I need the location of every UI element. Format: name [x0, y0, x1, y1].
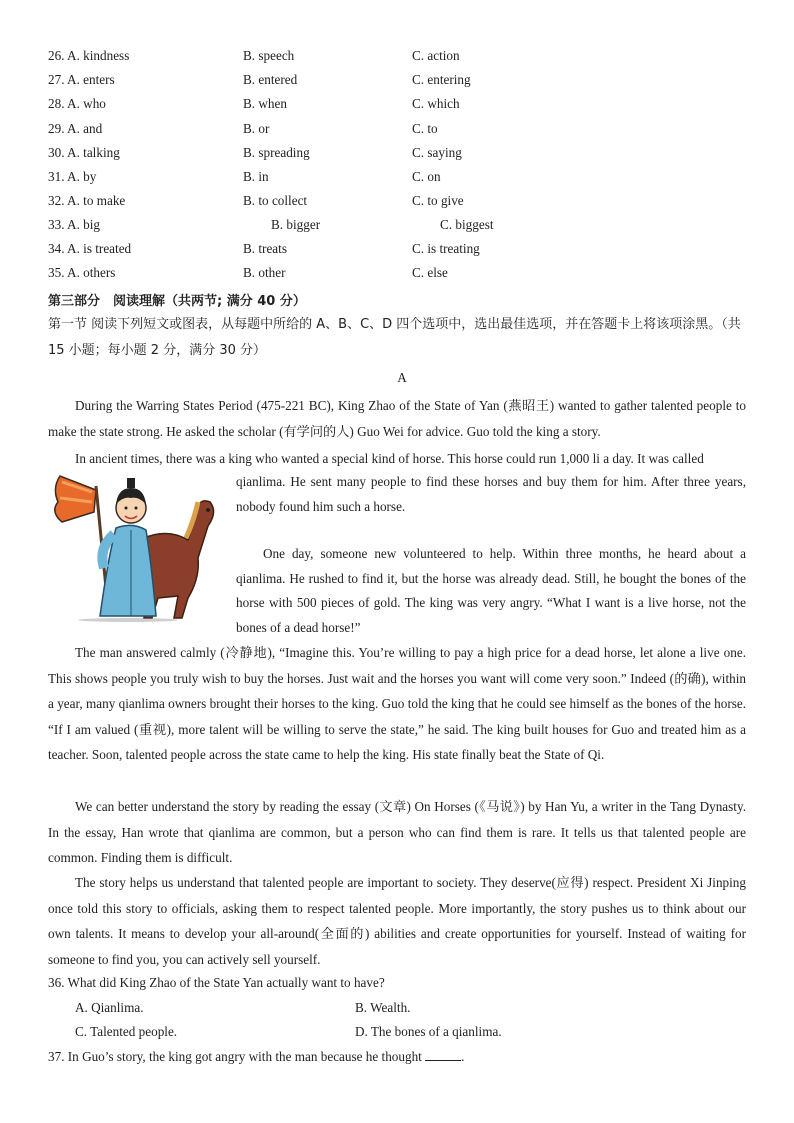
scholar-with-horse-icon	[48, 468, 228, 623]
passage-paragraph-2-rest: qianlima. He sent many people to find these horses and buy them for him. After three years, nobody found him such a horse.	[236, 474, 746, 514]
passage-label: A	[397, 370, 407, 385]
section-title: 第三部分 阅读理解（共两节; 满分 40 分）	[48, 294, 306, 309]
passage-paragraph-2-line1: In ancient times, there was a king who wanted a special kind of horse. This horse could run 1,000 li a day. It was called	[75, 451, 704, 466]
question-37	[48, 1045, 464, 1069]
option-a: 26. A. kindness	[48, 48, 130, 63]
option-b: B. in	[243, 169, 269, 184]
option-c: C. which	[412, 96, 460, 111]
scholar-horse-illustration	[48, 468, 228, 623]
question-36: 36. What did King Zhao of the State Yan actually want to have?	[48, 975, 385, 990]
answer-blank	[425, 1048, 461, 1061]
section-instruction: 第一节 阅读下列短文或图表，从每题中所给的 A、B、C、D 四个选项中，选出最佳选项，并在答题卡上将该项涂黑。（共 15 小题；每小题 2 分，满分 30 分）	[48, 317, 741, 358]
option-c: C. action	[412, 48, 460, 63]
passage-paragraph-3: One day, someone new volunteered to help. Within three months, he heard about a qianlima. He rushed to find it, but the horse was already dead. Still, he bought the bones of the horse with 500 pieces of gold. The king was very angry. “What I want is a live horse, not the bones of a dead horse!”	[236, 546, 746, 635]
option-c: C. else	[412, 265, 448, 280]
passage-paragraph-6: The story helps us understand that talented people are important to society. They deserve(应得) respect. President Xi Jinping once told this story to officials, asking them to respect talented people. More importantly, the story pushes us to think about our own talents. It means to develop your all-around(全面的) abilities and create opportunities for yourself. Instead of waiting for someone to find you, you can actively sell yourself.	[48, 875, 746, 967]
option-a: 35. A. others	[48, 265, 116, 280]
option-c: C. on	[412, 169, 441, 184]
option-b: B. entered	[243, 72, 298, 87]
option-b: B. or	[243, 121, 270, 136]
passage-paragraph-4: The man answered calmly (冷静地), “Imagine this. You’re willing to pay a high price for a dead horse, let alone a live one. This shows people you truly wish to buy the horses. Just wait and the horses you want will come very soon.” Indeed (的确), within a year, many qianlima owners brought their horses to the king. Guo told the king that he could see himself as the bones of the horse. “If I am valued (重视), more talent will be willing to serve the state,” he said. The king built houses for Guo and treated him as a teacher. Soon, talented people across the state came to help the king. His state finally beat the State of Qi.	[48, 645, 746, 762]
option-c: C. entering	[412, 72, 471, 87]
option-b: B. treats	[243, 241, 287, 256]
option-a: 27. A. enters	[48, 72, 115, 87]
option-b: B. spreading	[243, 145, 310, 160]
answer-option-b: B. Wealth.	[355, 1000, 411, 1015]
option-b: B. speech	[243, 48, 295, 63]
option-b: B. bigger	[271, 217, 321, 232]
option-c: C. saying	[412, 145, 462, 160]
option-a: 34. A. is treated	[48, 241, 132, 256]
passage-paragraph-1: During the Warring States Period (475-221 BC), King Zhao of the State of Yan (燕昭王) wanted to gather talented people to make the state strong. He asked the scholar (有学问的人) Guo Wei for advice. Guo told the king a story.	[48, 398, 746, 439]
option-a: 29. A. and	[48, 121, 103, 136]
option-c: C. is treating	[412, 241, 480, 256]
answer-option-d: D. The bones of a qianlima.	[355, 1024, 502, 1039]
question-37-period: .	[461, 1049, 465, 1064]
option-c: C. biggest	[440, 217, 494, 232]
answer-option-c: C. Talented people.	[75, 1024, 178, 1039]
option-b: B. when	[243, 96, 287, 111]
option-b: B. to collect	[243, 193, 308, 208]
option-a: 31. A. by	[48, 169, 97, 184]
option-c: C. to give	[412, 193, 464, 208]
option-c: C. to	[412, 121, 438, 136]
answer-option-a: A. Qianlima.	[75, 1000, 144, 1015]
question-37-text: 37. In Guo’s story, the king got angry with the man because he thought	[48, 1049, 422, 1064]
passage-paragraph-5: We can better understand the story by reading the essay (文章) On Horses (《马说》) by Han Yu, a writer in the Tang Dynasty. In the essay, Han wrote that qianlima are common, but a person who can find them is rare. It tells us that talented people are common. Finding them is difficult.	[48, 799, 746, 865]
option-a: 32. A. to make	[48, 193, 126, 208]
option-a: 28. A. who	[48, 96, 106, 111]
option-a: 33. A. big	[48, 217, 101, 232]
option-b: B. other	[243, 265, 286, 280]
option-a: 30. A. talking	[48, 145, 120, 160]
